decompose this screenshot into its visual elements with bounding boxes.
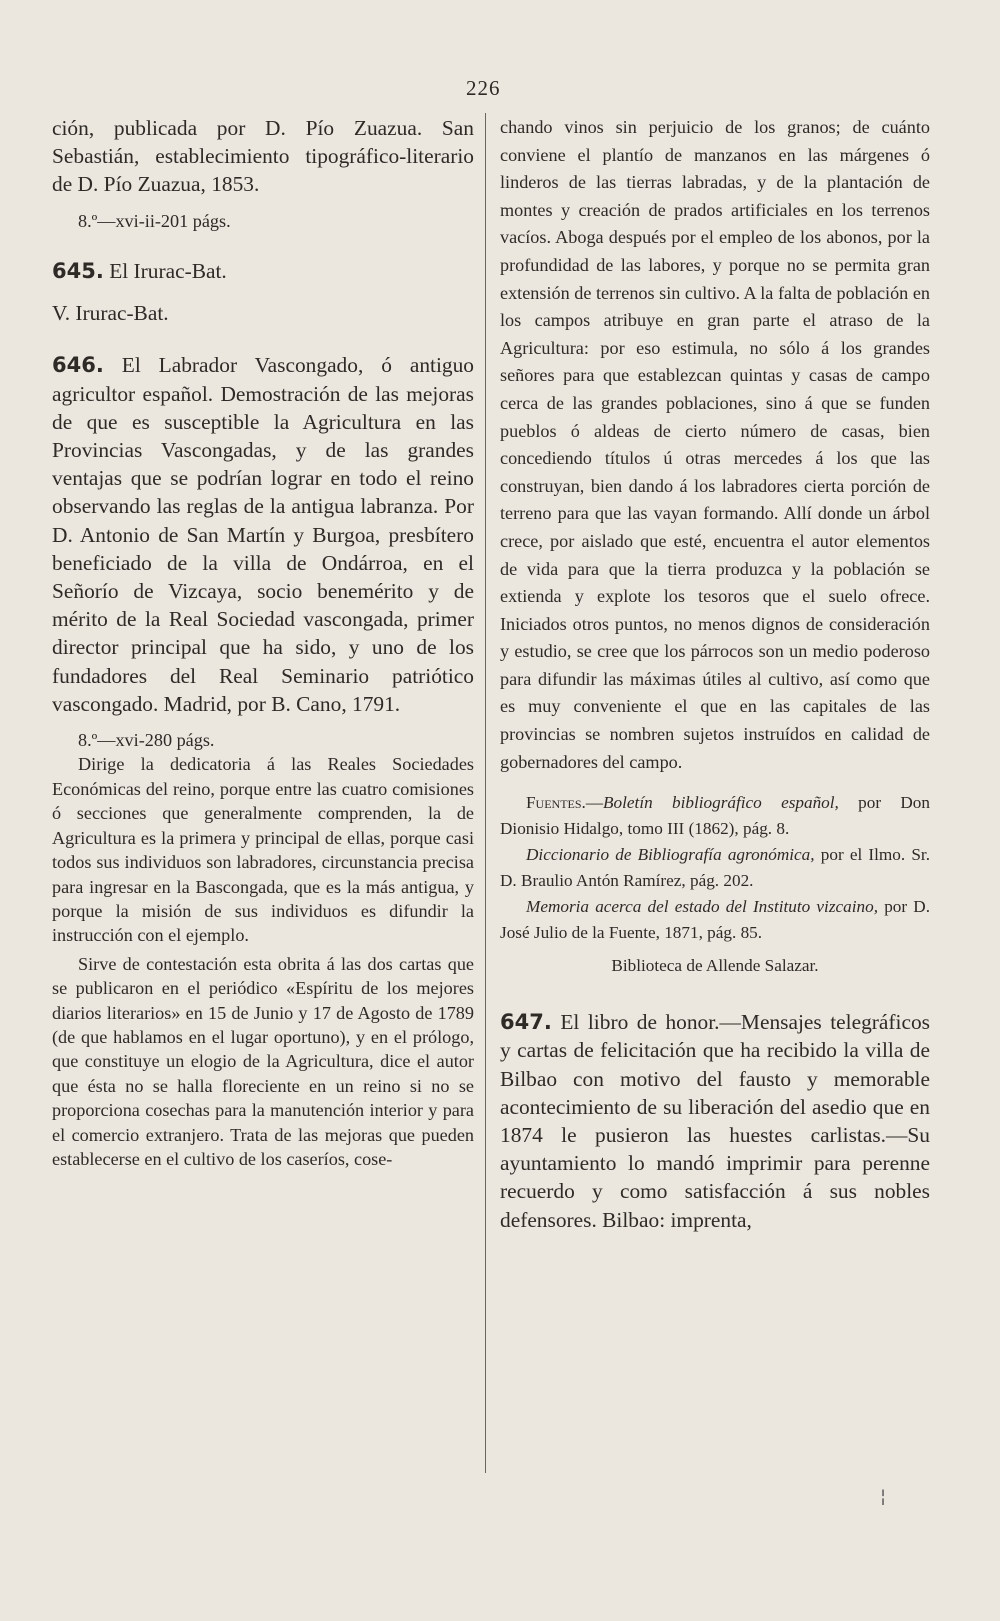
see-reference: V. Irurac-Bat. xyxy=(52,301,169,326)
entry-number: 646. xyxy=(52,353,104,378)
source-detail: por Don Dionisio Hidalgo, tomo III (1862), pág. 8. xyxy=(500,793,930,839)
right-column xyxy=(500,114,930,1234)
entry-text: El libro de honor.—Mensajes telegráficos y cartas de felicitación que ha recibido la villa de Bilbao con motivo del fausto y memorable acontecimiento de su liberación del asedio que en 1874 le pusieron las huestes carlistas.—Su ayuntamiento lo mandó imprimir para perenne recuerdo y como satisfacción á sus nobles defensores. Bilbao: imprenta, xyxy=(500,1010,930,1232)
format-line: 8.º—xvi-ii-201 págs. xyxy=(78,210,231,231)
entry-645 xyxy=(52,257,474,285)
source-title: Boletín bibliográfico español, xyxy=(603,793,839,813)
column-divider xyxy=(485,113,486,1473)
source-detail: por D. José Julio de la Fuente, 1871, pág. 85. xyxy=(500,897,930,943)
entry-text: El Labrador Vascongado, ó antiguo agricultor español. Demostración de las mejoras de que es susceptible la Agricultura en las Provincias Vascongadas, y de las grandes ventajas que se podrían lograr en todo el reino observando las reglas de la antigua labranza. Por D. Antonio de San Martín y Burgoa, presbítero beneficiado de la villa de Ondárroa, en el Señorío de Vizcaya, socio benemérito y de mérito de la Real Sociedad vascongada, primer director principal que ha sido, y uno de los fundadores del Real Seminario patriótico vascongado. Madrid, por B. Cano, 1791. xyxy=(52,353,474,716)
source-3 xyxy=(500,894,930,946)
sources-label: Fuentes.— xyxy=(526,793,604,813)
source-detail: por el Ilmo. Sr. D. Braulio Antón Ramírez, pág. 202. xyxy=(500,845,930,891)
entry-number: 647. xyxy=(500,1010,552,1035)
source-title: Memoria acerca del estado del Instituto vizcaino, xyxy=(526,897,878,917)
format-line: 8.º—xvi-280 págs. xyxy=(78,730,215,751)
page-number: 226 xyxy=(466,76,501,100)
description-paragraph: Dirige la dedicatoria á las Reales Sociedades Económicas del reino, porque entre las cuatro comisiones ó secciones que generalmente comprenden, la de Agricultura es la primera y principal de ellas, porque casi todos sus individuos son labradores, circunstancia precisa para ingresar en la Bascongada, que es la más antigua, y porque la misión de sus individuos es difundir la instrucción con el ejemplo. xyxy=(52,754,474,946)
entry-title: El Irurac-Bat. xyxy=(109,259,227,284)
bottom-mark: ¦ xyxy=(880,1486,887,1507)
continued-entry-text: ción, publicada por D. Pío Zuazua. San Sebastián, establecimiento tipográfico-literario de D. Pío Zuazua, 1853. xyxy=(52,116,474,197)
entry-647 xyxy=(500,1008,930,1234)
source-title: Diccionario de Bibliografía agronómica, xyxy=(526,845,815,865)
source-1 xyxy=(500,790,930,842)
source-2 xyxy=(500,842,930,894)
library-location: Biblioteca de Allende Salazar. xyxy=(611,956,819,976)
entry-number: 645. xyxy=(52,259,104,284)
entry-646 xyxy=(52,351,474,718)
description-paragraph: Sirve de contestación esta obrita á las dos cartas que se publicaron en el periódico «Espíritu de los mejores diarios literarios» en 15 de Junio y 17 de Agosto de 1789 (de que hablamos en el lugar oportuno), y en el prólogo, que constituye un elogio de la Agricultura, dice el autor que ésta no se halla floreciente en un reino si no se proporciona cosechas para la manutención interior y para el comercio extranjero. Trata de las mejoras que pueden establecerse en el cultivo de los caseríos, cose- xyxy=(52,953,474,1169)
continued-description: chando vinos sin perjuicio de los granos; de cuánto conviene el plantío de manzanos en las márgenes ó linderos de las tierras labradas, y de la plantación de montes y creación de prados artificiales en los terrenos vacíos. Aboga después por el empleo de los abonos, por la profundidad de las labores, y porque no se permita gran extensión de terrenos sin cultivo. A la falta de población en los campos atribuye en gran parte el atraso de la Agricultura: por eso estimula, no sólo á los grandes señores para que establezcan quintas y casas de campo cerca de las grandes poblaciones, sino á que se funden pueblos ó aldeas de cierto número de casas, bien concediendo títulos ú otras mercedes á los que las construyan, bien dando á los labradores cierta porción de terreno para que las vayan formando. Allí donde un árbol crece, por aislado que esté, encuentra el autor elementos de vida para que la tierra produzca y la población se extienda y explote los tesoros que el suelo ofrece. Iniciados otros puntos, no menos dignos de consideración y estudio, se cree que los párrocos son un medio poderoso para difundir las máximas útiles al cultivo, así como que es muy conveniente el que en las capitales de las provincias se nombren sujetos instruídos en calidad de gobernadores del campo. xyxy=(500,117,930,772)
left-column xyxy=(52,114,474,1171)
